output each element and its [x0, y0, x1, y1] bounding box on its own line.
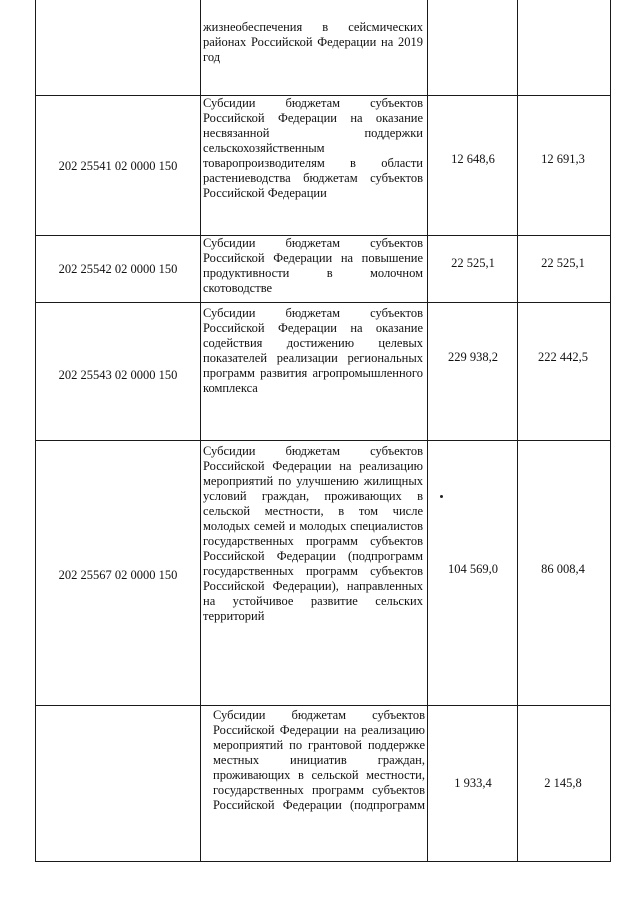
- table-row-divider: [35, 302, 611, 303]
- table-column-divider: [517, 0, 518, 862]
- table-cell-value-2021: 222 442,5: [538, 350, 588, 364]
- table-cell-value-2021: 86 008,4: [541, 562, 585, 576]
- table-cell-value-2021: 12 691,3: [541, 152, 585, 166]
- table-cell-description: Субсидии бюджетам субъектов Российской Федерации на реализацию мероприятий по грантовой поддержке местных инициатив граждан, проживающих в сельской местности, государственных программ субъектов Российской Федерации (подпрограмм: [213, 708, 425, 812]
- table-cell-description: Субсидии бюджетам субъектов Российской Федерации на реализацию мероприятий по улучшению жилищных условий граждан, проживающих в сельской местности, в том числе молодых семей и молодых специалистов государственных программ субъектов Российской Федерации (подпрограмм государственных программ субъектов Российской Федерации), направленных на устойчивое развитие сельских территорий: [203, 444, 423, 623]
- table-cell-value-2020: 104 569,0: [448, 562, 498, 576]
- table-column-divider: [427, 0, 428, 862]
- table-border-left: [35, 0, 36, 862]
- table-cell-value-2020: 12 648,6: [451, 152, 495, 166]
- table-border-bottom: [35, 861, 611, 862]
- stray-dot-mark: [440, 495, 443, 498]
- table-cell-value-2021: 2 145,8: [544, 776, 582, 790]
- table-cell-value-2020: 229 938,2: [448, 350, 498, 364]
- table-cell-code: 202 25541 02 0000 150: [58, 159, 178, 173]
- table-cell-value-2020: 22 525,1: [451, 256, 495, 270]
- table-border-right: [610, 0, 611, 862]
- table-row-divider: [35, 440, 611, 441]
- table-cell-description: Субсидии бюджетам субъектов Российской Федерации на повышение продуктивности в молочном скотоводстве: [203, 236, 423, 295]
- table-cell-description: Субсидии бюджетам субъектов Российской Федерации на оказание несвязанной поддержки сельскохозяйственным товаропроизводителям в области растениеводства бюджетам субъектов Российской Федерации: [203, 96, 423, 200]
- table-cell-value-2021: 22 525,1: [541, 256, 585, 270]
- table-row-divider: [35, 705, 611, 706]
- table-cell-value-2020: 1 933,4: [454, 776, 492, 790]
- table-column-divider: [200, 0, 201, 862]
- table-cell-description: жизнеобеспечения в сейсмических районах Российской Федерации на 2019 год: [203, 20, 423, 64]
- table-cell-description: Субсидии бюджетам субъектов Российской Федерации на оказание содействия достижению целевых показателей реализации региональных программ развития агропромышленного комплекса: [203, 306, 423, 395]
- table-cell-code: 202 25543 02 0000 150: [58, 368, 178, 382]
- table-cell-code: 202 25567 02 0000 150: [58, 568, 178, 582]
- table-cell-code: 202 25542 02 0000 150: [58, 262, 178, 276]
